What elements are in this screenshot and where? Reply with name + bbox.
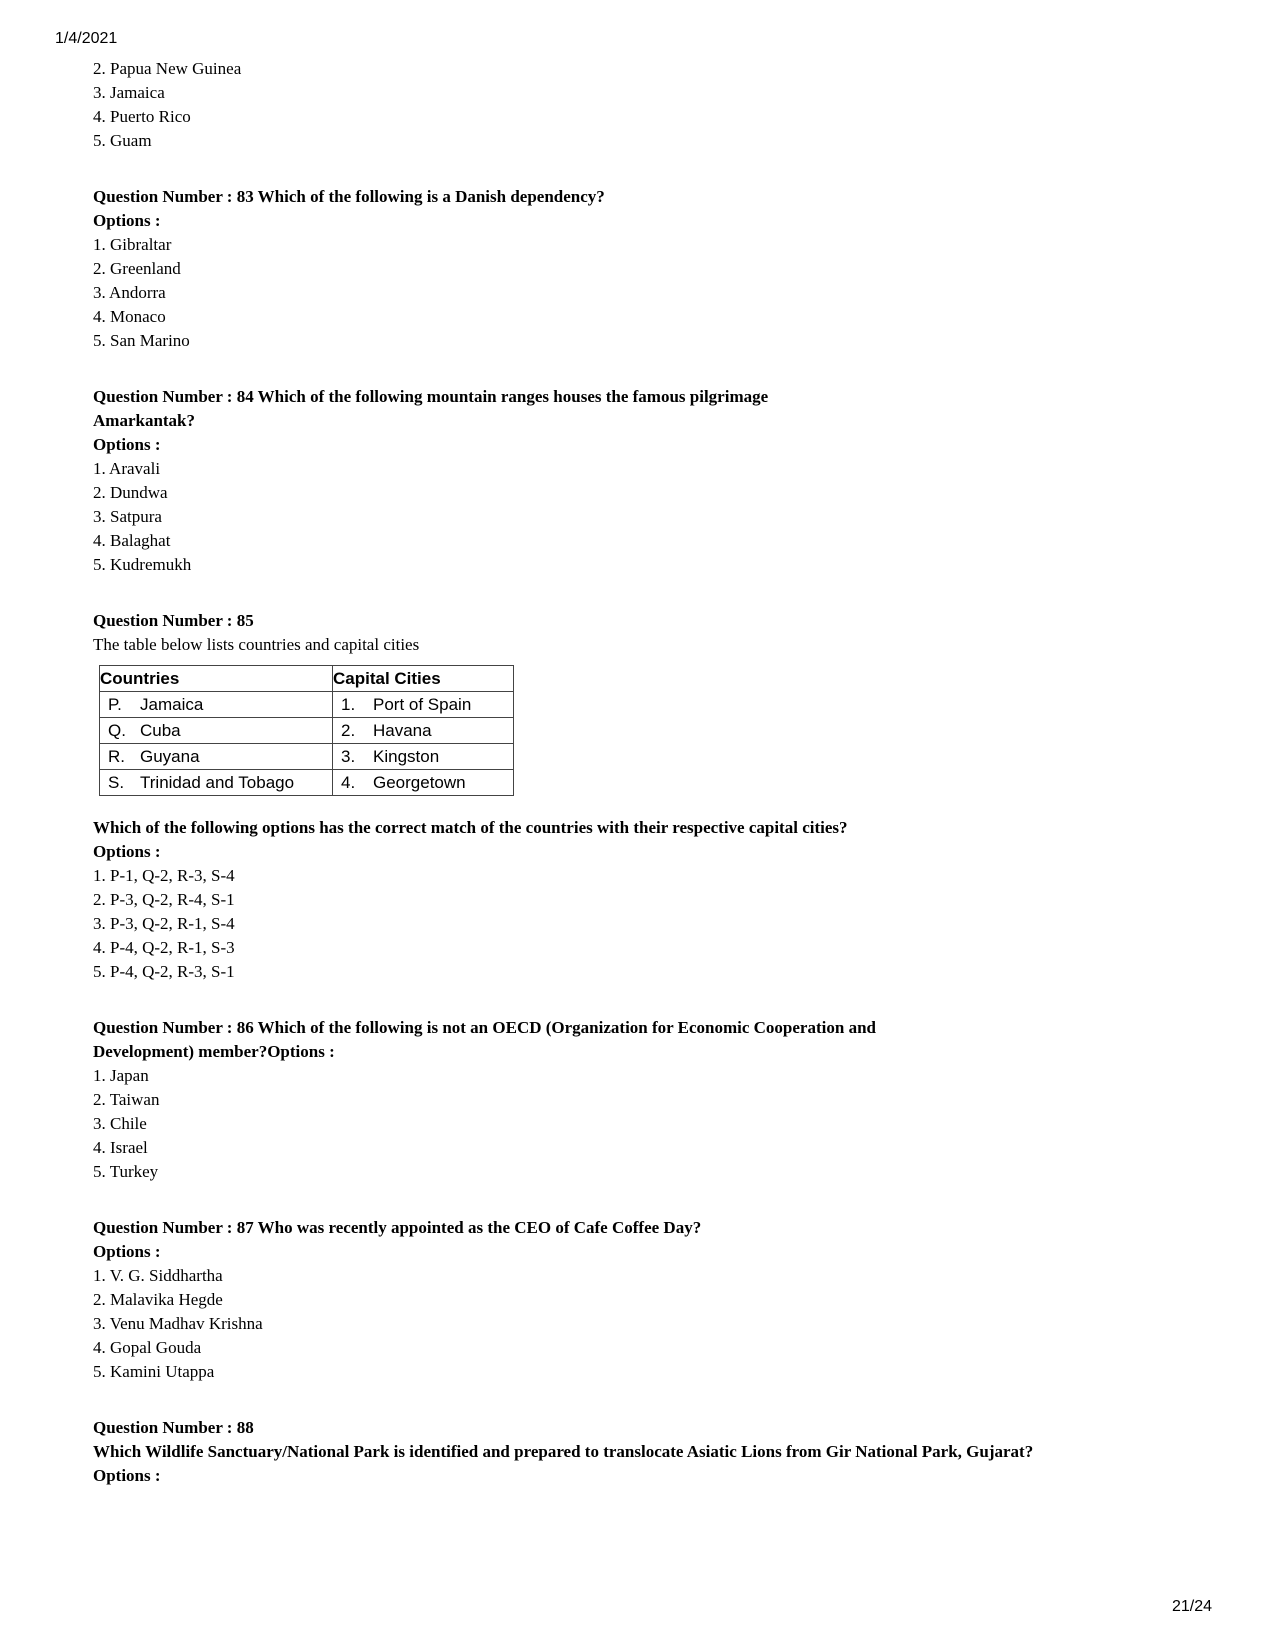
question-85 — [93, 609, 1203, 984]
option-item: 5. Turkey — [93, 1162, 159, 1181]
question-intro: The table below lists countries and capital cities — [93, 635, 420, 654]
table-cell: R. Guyana — [100, 744, 333, 770]
question-title: Question Number : 87 Who was recently appointed as the CEO of Cafe Coffee Day? — [93, 1218, 702, 1237]
option-item: 2. Greenland — [93, 259, 181, 278]
options-label: Options : — [93, 211, 161, 230]
question-87 — [93, 1216, 1203, 1384]
option-item: 5. Kudremukh — [93, 555, 192, 574]
options-label: Options : — [93, 1466, 161, 1485]
options-label: Options : — [93, 435, 161, 454]
question-title: Question Number : 85 — [93, 611, 254, 630]
option-item: 1. V. G. Siddhartha — [93, 1266, 223, 1285]
table-header-countries: Countries — [100, 666, 333, 692]
option-item: 3. P-3, Q-2, R-1, S-4 — [93, 914, 235, 933]
option-item: 4. Puerto Rico — [93, 107, 191, 126]
table-header-capitals: Capital Cities — [333, 666, 514, 692]
table-header-row — [100, 666, 514, 692]
countries-capitals-table — [99, 665, 514, 796]
option-item: 5. P-4, Q-2, R-3, S-1 — [93, 962, 235, 981]
option-item: 1. P-1, Q-2, R-3, S-4 — [93, 866, 235, 885]
option-item: 5. Guam — [93, 131, 152, 150]
table-cell: S. Trinidad and Tobago — [100, 770, 333, 796]
table-cell: P. Jamaica — [100, 692, 333, 718]
table-cell: 2. Havana — [333, 718, 514, 744]
option-item: 4. Israel — [93, 1138, 148, 1157]
table-cell: Q. Cuba — [100, 718, 333, 744]
option-item: 4. Balaghat — [93, 531, 171, 550]
table-cell: 1. Port of Spain — [333, 692, 514, 718]
option-item: 3. Satpura — [93, 507, 162, 526]
option-item: 3. Venu Madhav Krishna — [93, 1314, 263, 1333]
previous-question-options — [93, 57, 1203, 153]
table-cell: 4. Georgetown — [333, 770, 514, 796]
option-item: 4. Gopal Gouda — [93, 1338, 202, 1357]
option-item: 2. Taiwan — [93, 1090, 160, 1109]
option-item: 3. Andorra — [93, 283, 166, 302]
options-label: Options : — [93, 1242, 161, 1261]
question-86 — [93, 1016, 1203, 1184]
option-item: 1. Gibraltar — [93, 235, 172, 254]
question-84 — [93, 385, 1203, 577]
page-number: 21/24 — [1172, 1598, 1213, 1615]
table-row — [100, 692, 514, 718]
options-label: Options : — [93, 842, 161, 861]
option-item: 5. Kamini Utappa — [93, 1362, 215, 1381]
option-item: 2. Dundwa — [93, 483, 168, 502]
question-title: Question Number : 83 Which of the following is a Danish dependency? — [93, 187, 605, 206]
exam-content — [93, 57, 1203, 1488]
option-item: 4. Monaco — [93, 307, 166, 326]
table-row — [100, 718, 514, 744]
question-title-continued: Amarkantak? — [93, 411, 196, 430]
option-item: 4. P-4, Q-2, R-1, S-3 — [93, 938, 235, 957]
option-item: 2. Papua New Guinea — [93, 59, 242, 78]
question-text: Which of the following options has the correct match of the countries with their respective capital cities? — [93, 818, 848, 837]
question-title: Question Number : 86 Which of the following is not an OECD (Organization for Economic Cooperation and — [93, 1018, 876, 1037]
question-88 — [93, 1416, 1203, 1488]
table-row — [100, 744, 514, 770]
option-item: 5. San Marino — [93, 331, 190, 350]
question-text: Which Wildlife Sanctuary/National Park is identified and prepared to translocate Asiatic Lions from Gir National Park, Gujarat? — [93, 1442, 1034, 1461]
option-item: 2. P-3, Q-2, R-4, S-1 — [93, 890, 235, 909]
option-item: 3. Chile — [93, 1114, 147, 1133]
question-title: Question Number : 88 — [93, 1418, 254, 1437]
option-item: 3. Jamaica — [93, 83, 165, 102]
question-83 — [93, 185, 1203, 353]
question-title-continued: Development) member?Options : — [93, 1042, 335, 1061]
table-cell: 3. Kingston — [333, 744, 514, 770]
question-title: Question Number : 84 Which of the following mountain ranges houses the famous pilgrimage — [93, 387, 769, 406]
option-item: 2. Malavika Hegde — [93, 1290, 223, 1309]
table-row — [100, 770, 514, 796]
option-item: 1. Japan — [93, 1066, 149, 1085]
option-item: 1. Aravali — [93, 459, 161, 478]
print-date: 1/4/2021 — [55, 30, 118, 47]
